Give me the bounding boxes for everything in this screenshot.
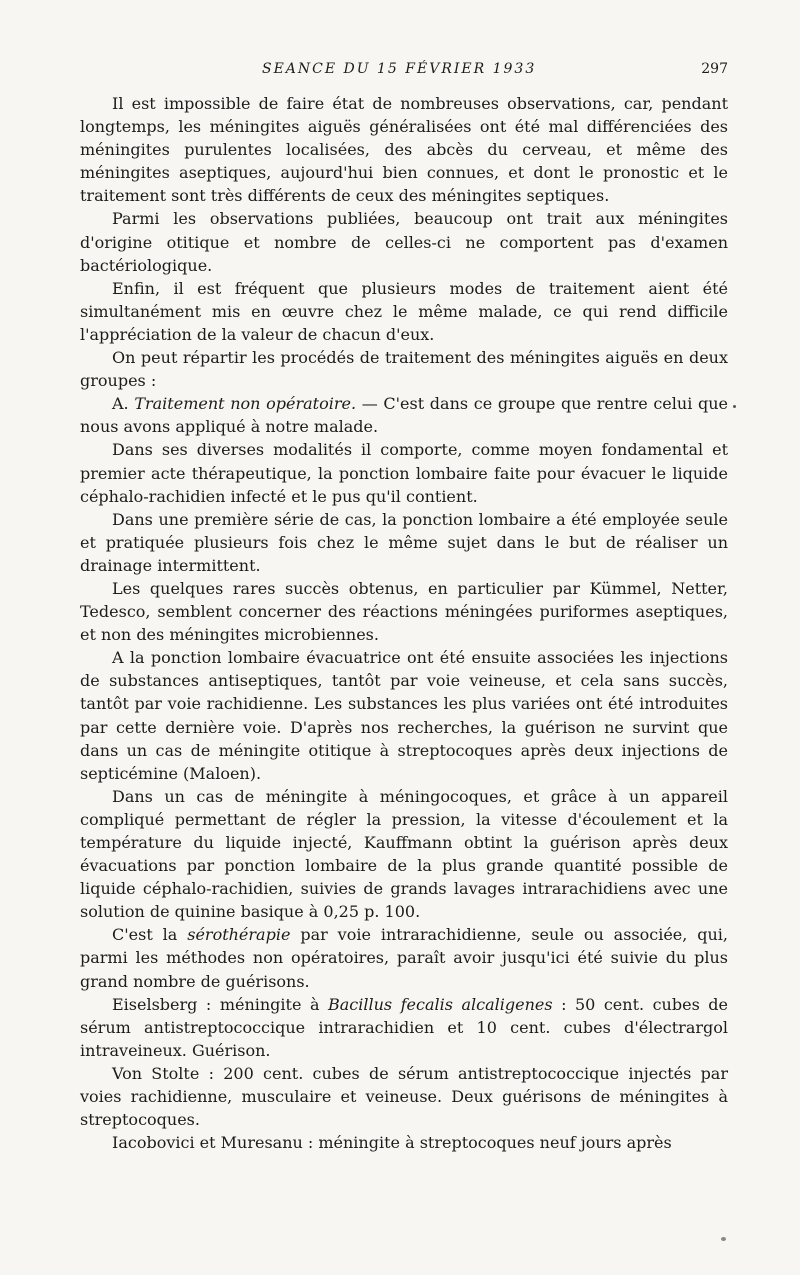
paragraph-text: — C'est dans ce groupe que rentre celui que nous avons appliqué à notre malade. bbox=[80, 394, 728, 437]
paragraph-text: : 50 cent. cubes de sérum antistreptococcique intrarachidien et 10 cent. cubes d'électrargol intraveineux. Guérison. bbox=[80, 994, 728, 1060]
italic-term: sérothérapie bbox=[187, 925, 291, 945]
paper-speck bbox=[721, 1237, 726, 1241]
paragraph: Parmi les observations publiées, beaucoup ont trait aux méningites d'origine otitique et nombre de celles-ci ne comportent pas d'examen bactériologique. bbox=[80, 209, 728, 275]
paragraph-text: C'est la bbox=[112, 925, 188, 945]
header-title: SEANCE DU 15 FÉVRIER 1933 bbox=[262, 61, 537, 77]
paragraph-text: par voie intrarachidienne, seule ou associée, qui, parmi les méthodes non opératoires, paraît avoir jusqu'ici été suivie du plus grand nombre de guérisons. bbox=[80, 925, 729, 991]
paragraph-text: Eiselsberg : méningite à bbox=[112, 994, 328, 1014]
paragraph: A la ponction lombaire évacuatrice ont été ensuite associées les injections de substances antiseptiques, tantôt par voie veineuse, et cela sans succès, tantôt par voie rachidienne. Les substances les plus variées ont été introduites par cette dernière voie. D'après nos recherches, la guérison ne survint que dans un cas de méningite otitique à streptocoques après deux injections de septicémine (Maloen). bbox=[80, 648, 728, 783]
page-number: 297 bbox=[701, 61, 728, 77]
paragraph: Von Stolte : 200 cent. cubes de sérum antistreptococcique injectés par voies rachidienne, musculaire et veineuse. Deux guérisons de méningites à streptocoques. bbox=[80, 1063, 728, 1130]
paragraph: Enfin, il est fréquent que plusieurs modes de traitement aient été simultanément mis en œuvre chez le même malade, ce qui rend difficile l'appréciation de la valeur de chacun d'eux. bbox=[80, 278, 728, 344]
paragraph: Iacobovici et Muresanu : méningite à streptocoques neuf jours après bbox=[112, 1133, 672, 1153]
paragraph bbox=[80, 923, 728, 992]
paragraph bbox=[80, 993, 728, 1062]
running-header bbox=[262, 61, 728, 81]
paragraph: Dans une première série de cas, la ponction lombaire a été employée seule et pratiquée plusieurs fois chez le même sujet dans le but de réaliser un drainage intermittent. bbox=[80, 509, 728, 575]
paragraph: Il est impossible de faire état de nombreuses observations, car, pendant longtemps, les méningites aiguës généralisées ont été mal différenciées des méningites purulentes localisées, des abcès du cerveau, et même des méningites aseptiques, aujourd'hui bien connues, et dont le pronostic et le traitement sont très différents de ceux des méningites septiques. bbox=[80, 94, 728, 206]
paragraph: On peut répartir les procédés de traitement des méningites aiguës en deux groupes : bbox=[80, 348, 728, 391]
paper-speck bbox=[733, 405, 736, 408]
italic-species-name: Bacillus fecalis alcaligenes bbox=[328, 994, 553, 1014]
italic-heading: Traitement non opératoire. bbox=[134, 394, 357, 414]
paragraph: Les quelques rares succès obtenus, en particulier par Kümmel, Netter, Tedesco, semblent concerner des réactions méningées puriformes aseptiques, et non des méningites microbiennes. bbox=[80, 578, 728, 645]
paragraph bbox=[80, 392, 728, 438]
paragraph: Dans un cas de méningite à méningocoques, et grâce à un appareil compliqué permettant de régler la pression, la vitesse d'écoulement et la température du liquide injecté, Kauffmann obtint la guérison après deux évacuations par ponction lombaire de la plus grande quantité possible de liquide céphalo-rachidien, suivies de grands lavages intrarachidiens avec une solution de quinine basique à 0,25 p. 100. bbox=[80, 786, 728, 922]
paragraph: Dans ses diverses modalités il comporte, comme moyen fondamental et premier acte thérapeutique, la ponction lombaire faite pour évacuer le liquide céphalo-rachidien infecté et le pus qu'il contient. bbox=[80, 440, 728, 506]
paragraph-text: A. bbox=[112, 394, 135, 414]
body-text bbox=[80, 92, 728, 1154]
